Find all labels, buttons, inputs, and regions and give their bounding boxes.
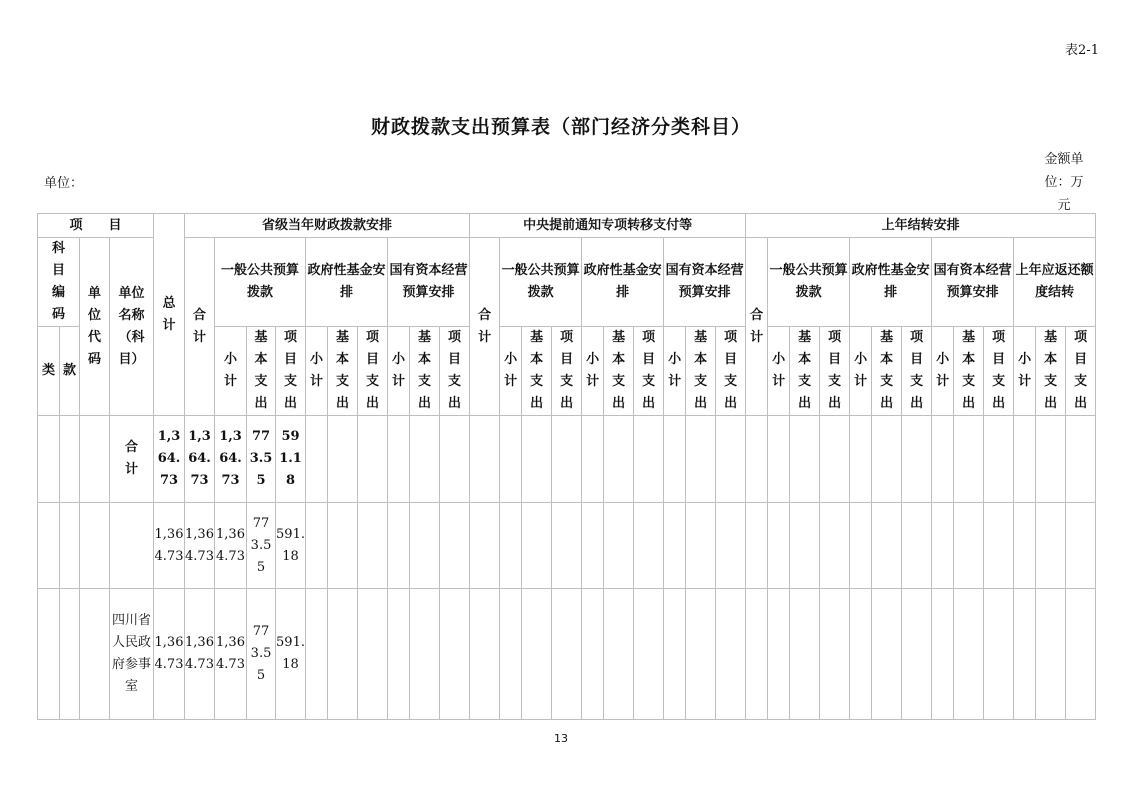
header-basic: 基本支出 — [247, 327, 276, 416]
header-basic: 基本支出 — [328, 327, 358, 416]
header-project: 项目支出 — [820, 327, 850, 416]
page-number: 13 — [554, 732, 568, 745]
header-project: 项目支出 — [276, 327, 306, 416]
header-general-prov: 一般公共预算拨款 — [215, 238, 306, 327]
header-subtotal: 小计 — [500, 327, 522, 416]
cell-general-subtotal: 1,364.73 — [215, 589, 247, 720]
cell-heji: 1,364.73 — [185, 503, 215, 589]
header-subtotal: 小计 — [215, 327, 247, 416]
cell-heji: 1,364.73 — [185, 416, 215, 503]
header-state-capital-central: 国有资本经营预算安排 — [664, 238, 746, 327]
cell-total: 1,364.73 — [154, 503, 185, 589]
header-heji-prov: 合计 — [185, 238, 215, 416]
cell-general-project: 591.18 — [276, 503, 306, 589]
header-subtotal: 小计 — [1014, 327, 1036, 416]
header-item: 项 目 — [38, 214, 154, 238]
header-project: 项目支出 — [1066, 327, 1096, 416]
cell-total: 1,364.73 — [154, 589, 185, 720]
table-number: 表2-1 — [1065, 43, 1099, 58]
cell-general-subtotal: 1,364.73 — [215, 503, 247, 589]
cell-general-basic: 773.55 — [247, 503, 276, 589]
row-name: 四川省人民政府参事室 — [110, 589, 154, 720]
header-project: 项目支出 — [902, 327, 932, 416]
header-basic: 基本支出 — [522, 327, 552, 416]
header-heji-previous: 合计 — [746, 238, 768, 416]
budget-table — [37, 213, 1096, 720]
header-state-capital-prov: 国有资本经营预算安排 — [388, 238, 470, 327]
header-unit-code: 单位代码 — [80, 238, 110, 416]
row-name — [110, 503, 154, 589]
header-project: 项目支出 — [984, 327, 1014, 416]
header-state-capital-previous: 国有资本经营预算安排 — [932, 238, 1014, 327]
header-project: 项目支出 — [358, 327, 388, 416]
header-subject-code: 科目编码 — [38, 238, 80, 327]
header-general-previous: 一般公共预算拨款 — [768, 238, 850, 327]
header-project: 项目支出 — [634, 327, 664, 416]
cell-general-basic: 773.55 — [247, 416, 276, 503]
header-lei: 类 — [38, 327, 60, 416]
header-heji-central: 合计 — [470, 238, 500, 416]
table-row — [38, 589, 1096, 720]
header-subtotal: 小计 — [306, 327, 328, 416]
cell-general-subtotal: 1,364.73 — [215, 416, 247, 503]
cell-total: 1,364.73 — [154, 416, 185, 503]
header-gov-fund-previous: 政府性基金安排 — [850, 238, 932, 327]
header-project: 项目支出 — [716, 327, 746, 416]
header-basic: 基本支出 — [1036, 327, 1066, 416]
header-gov-fund-central: 政府性基金安排 — [582, 238, 664, 327]
header-basic: 基本支出 — [686, 327, 716, 416]
page-title: 财政拨款支出预算表（部门经济分类科目） — [370, 116, 751, 138]
header-project: 项目支出 — [552, 327, 582, 416]
header-group-previous: 上年结转安排 — [746, 214, 1096, 238]
table-row — [38, 503, 1096, 589]
header-basic: 基本支出 — [872, 327, 902, 416]
header-basic: 基本支出 — [604, 327, 634, 416]
cell-heji: 1,364.73 — [185, 589, 215, 720]
header-group-central: 中央提前通知专项转移支付等 — [470, 214, 746, 238]
cell-general-project: 591.18 — [276, 416, 306, 503]
header-total: 总计 — [154, 214, 185, 416]
header-basic: 基本支出 — [790, 327, 820, 416]
header-general-central: 一般公共预算拨款 — [500, 238, 582, 327]
cell-general-project: 591.18 — [276, 589, 306, 720]
header-subtotal: 小计 — [582, 327, 604, 416]
row-name: 合计 — [110, 416, 154, 503]
header-subtotal: 小计 — [664, 327, 686, 416]
header-prev-return: 上年应返还额度结转 — [1014, 238, 1096, 327]
header-subtotal: 小计 — [850, 327, 872, 416]
header-project: 项目支出 — [440, 327, 470, 416]
table-row — [38, 416, 1096, 503]
header-subtotal: 小计 — [388, 327, 410, 416]
amount-unit: 金额单位：万元 — [1044, 152, 1084, 213]
header-unit-name: 单位名称（科目） — [110, 238, 154, 416]
unit-label: 单位： — [44, 176, 84, 191]
header-basic: 基本支出 — [954, 327, 984, 416]
header-gov-fund-prov: 政府性基金安排 — [306, 238, 388, 327]
header-group-provincial: 省级当年财政拨款安排 — [185, 214, 470, 238]
header-subtotal: 小计 — [932, 327, 954, 416]
header-subtotal: 小计 — [768, 327, 790, 416]
header-kuan: 款 — [60, 327, 80, 416]
cell-general-basic: 773.55 — [247, 589, 276, 720]
header-basic: 基本支出 — [410, 327, 440, 416]
